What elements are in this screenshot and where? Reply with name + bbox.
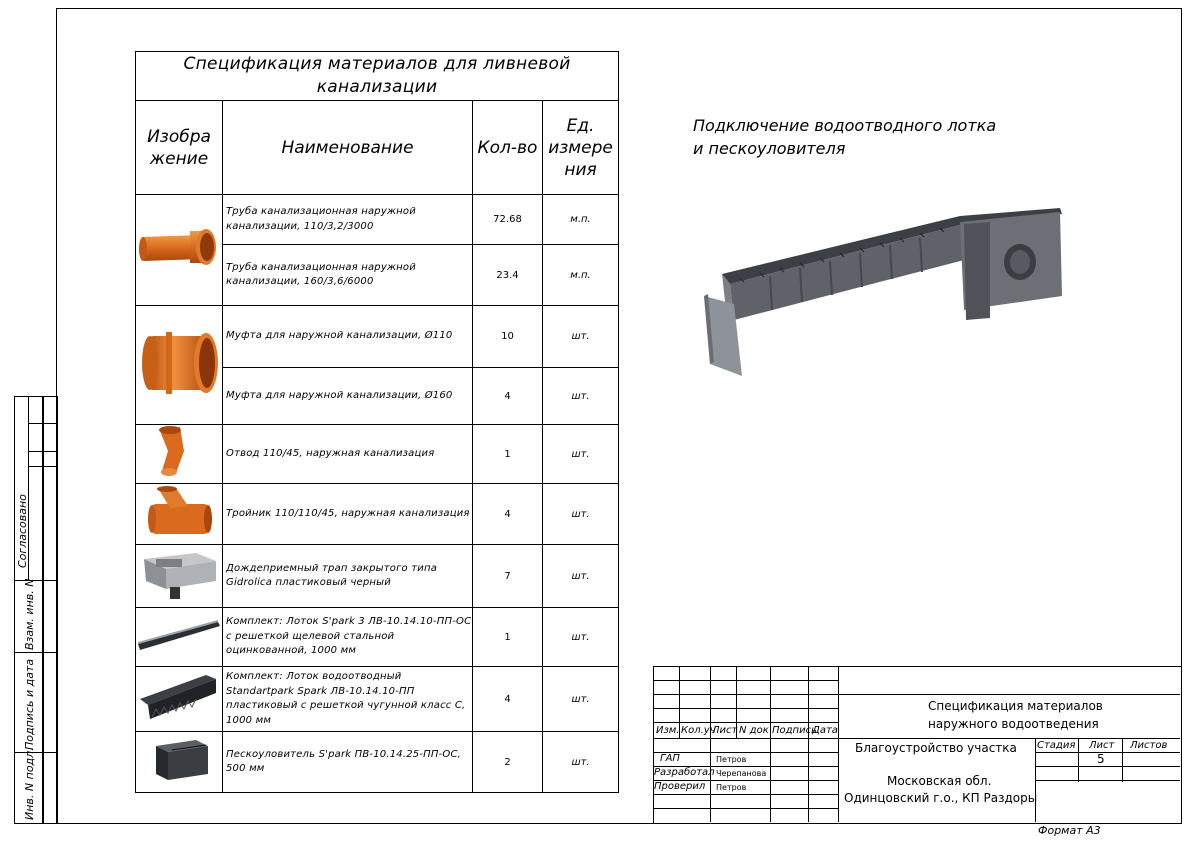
pipe-image: [136, 195, 223, 306]
row-unit: шт.: [543, 732, 619, 793]
drain-trap-image: [136, 545, 223, 608]
role-developer: Разработал: [654, 767, 715, 778]
agreed-label: Согласовано: [16, 494, 29, 568]
col-ndok: N док: [739, 725, 769, 736]
caption-line-1: Подключение водоотводного лотка: [693, 116, 997, 135]
stage-label: Стадия: [1037, 740, 1076, 751]
row-qty: 2: [473, 732, 543, 793]
doc-title-line1: Спецификация материалов: [928, 699, 1103, 713]
spec-title: Спецификация материалов для ливневой канализации: [136, 52, 619, 101]
vzam-inv-label: Взам. инв. N: [23, 578, 36, 650]
header-name: Наименование: [223, 101, 473, 195]
sheet-number: 5: [1097, 752, 1105, 766]
header-unit: Ед. измере ния: [543, 101, 619, 195]
role-gap: ГАП: [660, 753, 680, 764]
col-data: Дата: [812, 725, 838, 736]
row-qty: 10: [473, 306, 543, 368]
spec-table: [135, 51, 619, 793]
row-unit: шт.: [543, 608, 619, 667]
row-unit: шт.: [543, 306, 619, 368]
elbow-image: [136, 425, 223, 484]
podpis-data-label: Подпись и дата: [23, 658, 36, 750]
cast-iron-channel-image: [136, 667, 223, 732]
row-qty: 4: [473, 368, 543, 425]
sheets-label: Листов: [1130, 740, 1168, 751]
tee-image: [136, 484, 223, 545]
row-qty: 4: [473, 484, 543, 545]
connection-caption: [693, 114, 996, 160]
sheet-label: Лист: [1089, 740, 1115, 751]
row-name: Труба канализационная наружной канализации, 110/3,2/3000: [223, 195, 473, 245]
row-qty: 4: [473, 667, 543, 732]
col-izm: Изм.: [656, 725, 680, 736]
inv-podl-label: Инв. N подл.: [23, 747, 36, 820]
coupling-image: [136, 306, 223, 425]
doc-title-line2: наружного водоотведения: [928, 717, 1099, 731]
col-podpis: Подпись: [772, 725, 817, 736]
location-line2: Одинцовский г.о., КП Раздоры: [844, 791, 1038, 805]
row-name: Пескоуловитель S'park ПВ-10.14.25-ПП-ОС, 500 мм: [223, 732, 473, 793]
row-name: Комплект: Лоток S'park 3 ЛВ-10.14.10-ПП-ОС с решеткой щелевой стальной оцинкованной, 1000 мм: [223, 608, 473, 667]
format-label: Формат А3: [1038, 824, 1101, 837]
row-unit: шт.: [543, 667, 619, 732]
row-qty: 72.68: [473, 195, 543, 245]
header-qty: Кол-во: [473, 101, 543, 195]
row-qty: 23.4: [473, 245, 543, 306]
col-list: Лист: [712, 725, 738, 736]
row-name: Отвод 110/45, наружная канализация: [223, 425, 473, 484]
row-unit: шт.: [543, 368, 619, 425]
col-koluch: Кол.уч: [681, 725, 716, 736]
row-name: Тройник 110/110/45, наружная канализация: [223, 484, 473, 545]
row-qty: 1: [473, 608, 543, 667]
row-unit: шт.: [543, 545, 619, 608]
row-unit: м.п.: [543, 195, 619, 245]
row-qty: 1: [473, 425, 543, 484]
row-name: Муфта для наружной канализации, Ø160: [223, 368, 473, 425]
role-checker: Проверил: [654, 781, 706, 792]
row-unit: шт.: [543, 484, 619, 545]
row-name: Труба канализационная наружной канализации, 160/3,6/6000: [223, 245, 473, 306]
location-line1: Московская обл.: [887, 774, 992, 788]
header-image: Изобра жение: [136, 101, 223, 195]
row-name: Комплект: Лоток водоотводный Standartpark Spark ЛВ-10.14.10-ПП пластиковый с решеткой чугунной класс С, 1000 мм: [223, 667, 473, 732]
name-checker: Петров: [716, 783, 747, 792]
row-qty: 7: [473, 545, 543, 608]
name-developer: Черепанова: [716, 769, 767, 778]
row-unit: м.п.: [543, 245, 619, 306]
row-unit: шт.: [543, 425, 619, 484]
name-gap: Петров: [716, 755, 747, 764]
project-name: Благоустройство участка: [855, 741, 1017, 755]
row-name: Дождеприемный трап закрытого типа Gidrolica пластиковый черный: [223, 545, 473, 608]
sand-trap-image: [136, 732, 223, 793]
slotted-channel-image: [136, 608, 223, 667]
channel-sandtrap-illustration: [690, 200, 1070, 380]
caption-line-2: и пескоуловителя: [693, 139, 846, 158]
row-name: Муфта для наружной канализации, Ø110: [223, 306, 473, 368]
